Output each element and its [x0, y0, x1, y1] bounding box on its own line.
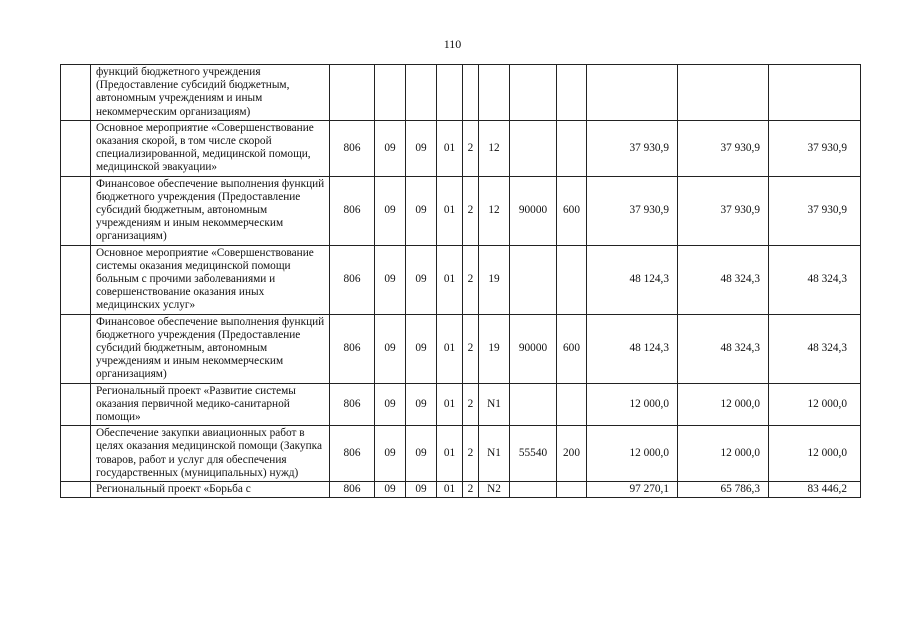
event-code-cell: 19 — [479, 314, 510, 383]
expense-type-cell — [557, 120, 587, 176]
row-blank-cell — [61, 383, 91, 426]
expense-type-cell — [557, 383, 587, 426]
table-row — [61, 314, 861, 383]
event-code-cell: N1 — [479, 426, 510, 482]
amount-year1-cell: 12 000,0 — [587, 426, 678, 482]
subsection-cell: 09 — [406, 245, 437, 314]
subsection-cell: 09 — [406, 383, 437, 426]
grbs-cell: 806 — [330, 120, 375, 176]
row-blank-cell — [61, 120, 91, 176]
event-code-cell: N2 — [479, 482, 510, 498]
amount-year3-cell: 37 930,9 — [769, 120, 861, 176]
amount-year3-cell: 12 000,0 — [769, 426, 861, 482]
event-code-cell: 12 — [479, 120, 510, 176]
program-code-cell: 01 — [437, 426, 463, 482]
direction-code-cell: 90000 — [510, 176, 557, 245]
subprogram-code-cell: 2 — [463, 426, 479, 482]
grbs-cell: 806 — [330, 383, 375, 426]
section-cell: 09 — [375, 482, 406, 498]
program-code-cell: 01 — [437, 245, 463, 314]
subsection-cell: 09 — [406, 120, 437, 176]
grbs-cell: 806 — [330, 426, 375, 482]
grbs-cell — [330, 65, 375, 121]
program-code-cell: 01 — [437, 120, 463, 176]
section-cell: 09 — [375, 245, 406, 314]
amount-year2-cell: 48 324,3 — [678, 245, 769, 314]
amount-year3-cell: 37 930,9 — [769, 176, 861, 245]
row-name-cell: Основное мероприятие «Совершенствование оказания скорой, в том числе скорой специализированной, медицинской помощи, медицинской эвакуации» — [91, 120, 330, 176]
grbs-cell: 806 — [330, 314, 375, 383]
table-row — [61, 120, 861, 176]
subprogram-code-cell: 2 — [463, 245, 479, 314]
grbs-cell: 806 — [330, 176, 375, 245]
subprogram-code-cell: 2 — [463, 120, 479, 176]
budget-table — [60, 64, 861, 498]
section-cell: 09 — [375, 383, 406, 426]
direction-code-cell — [510, 482, 557, 498]
program-code-cell: 01 — [437, 176, 463, 245]
section-cell: 09 — [375, 176, 406, 245]
expense-type-cell — [557, 245, 587, 314]
table-row — [61, 482, 861, 498]
amount-year2-cell: 12 000,0 — [678, 426, 769, 482]
event-code-cell: 12 — [479, 176, 510, 245]
subprogram-code-cell: 2 — [463, 482, 479, 498]
row-name-cell: Основное мероприятие «Совершенствование системы оказания медицинской помощи больным с прочими заболеваниями и совершенствование оказания иных медицинских услуг» — [91, 245, 330, 314]
subprogram-code-cell — [463, 65, 479, 121]
row-name-cell: Финансовое обеспечение выполнения функций бюджетного учреждения (Предоставление субсидий бюджетным, автономным учреждениям и иным некоммерческим организациям) — [91, 314, 330, 383]
subsection-cell: 09 — [406, 482, 437, 498]
table-row — [61, 245, 861, 314]
row-blank-cell — [61, 65, 91, 121]
direction-code-cell: 55540 — [510, 426, 557, 482]
row-blank-cell — [61, 482, 91, 498]
expense-type-cell: 600 — [557, 314, 587, 383]
direction-code-cell — [510, 245, 557, 314]
event-code-cell: 19 — [479, 245, 510, 314]
expense-type-cell — [557, 65, 587, 121]
amount-year1-cell — [587, 65, 678, 121]
row-blank-cell — [61, 314, 91, 383]
event-code-cell — [479, 65, 510, 121]
page-number: 110 — [443, 37, 462, 51]
amount-year2-cell: 65 786,3 — [678, 482, 769, 498]
subsection-cell: 09 — [406, 176, 437, 245]
amount-year1-cell: 97 270,1 — [587, 482, 678, 498]
row-name-cell: Обеспечение закупки авиационных работ в целях оказания медицинской помощи (Закупка товаров, работ и услуг для обеспечения государственных (муниципальных) нужд) — [91, 426, 330, 482]
section-cell: 09 — [375, 314, 406, 383]
section-cell: 09 — [375, 120, 406, 176]
expense-type-cell — [557, 482, 587, 498]
table-row — [61, 65, 861, 121]
subsection-cell: 09 — [406, 314, 437, 383]
expense-type-cell: 200 — [557, 426, 587, 482]
amount-year1-cell: 48 124,3 — [587, 314, 678, 383]
amount-year1-cell: 12 000,0 — [587, 383, 678, 426]
section-cell — [375, 65, 406, 121]
amount-year2-cell: 37 930,9 — [678, 176, 769, 245]
direction-code-cell — [510, 383, 557, 426]
subprogram-code-cell: 2 — [463, 314, 479, 383]
amount-year2-cell — [678, 65, 769, 121]
row-blank-cell — [61, 245, 91, 314]
row-name-cell: Финансовое обеспечение выполнения функций бюджетного учреждения (Предоставление субсидий бюджетным, автономным учреждениям и иным некоммерческим организациям) — [91, 176, 330, 245]
subsection-cell — [406, 65, 437, 121]
amount-year1-cell: 48 124,3 — [587, 245, 678, 314]
subprogram-code-cell: 2 — [463, 383, 479, 426]
amount-year3-cell: 12 000,0 — [769, 383, 861, 426]
grbs-cell: 806 — [330, 482, 375, 498]
row-name-cell: функций бюджетного учреждения (Предоставление субсидий бюджетным, автономным учреждениям и иным некоммерческим организациям) — [91, 65, 330, 121]
subprogram-code-cell: 2 — [463, 176, 479, 245]
direction-code-cell: 90000 — [510, 314, 557, 383]
direction-code-cell — [510, 120, 557, 176]
amount-year3-cell — [769, 65, 861, 121]
subsection-cell: 09 — [406, 426, 437, 482]
amount-year3-cell: 48 324,3 — [769, 245, 861, 314]
row-blank-cell — [61, 426, 91, 482]
amount-year3-cell: 83 446,2 — [769, 482, 861, 498]
event-code-cell: N1 — [479, 383, 510, 426]
program-code-cell: 01 — [437, 314, 463, 383]
program-code-cell — [437, 65, 463, 121]
amount-year1-cell: 37 930,9 — [587, 176, 678, 245]
row-name-cell: Региональный проект «Борьба с — [91, 482, 330, 498]
amount-year1-cell: 37 930,9 — [587, 120, 678, 176]
program-code-cell: 01 — [437, 482, 463, 498]
amount-year2-cell: 37 930,9 — [678, 120, 769, 176]
grbs-cell: 806 — [330, 245, 375, 314]
table-row — [61, 426, 861, 482]
program-code-cell: 01 — [437, 383, 463, 426]
row-blank-cell — [61, 176, 91, 245]
row-name-cell: Региональный проект «Развитие системы оказания первичной медико-санитарной помощи» — [91, 383, 330, 426]
section-cell: 09 — [375, 426, 406, 482]
table-row — [61, 176, 861, 245]
table-row — [61, 383, 861, 426]
amount-year2-cell: 48 324,3 — [678, 314, 769, 383]
amount-year3-cell: 48 324,3 — [769, 314, 861, 383]
direction-code-cell — [510, 65, 557, 121]
expense-type-cell: 600 — [557, 176, 587, 245]
amount-year2-cell: 12 000,0 — [678, 383, 769, 426]
